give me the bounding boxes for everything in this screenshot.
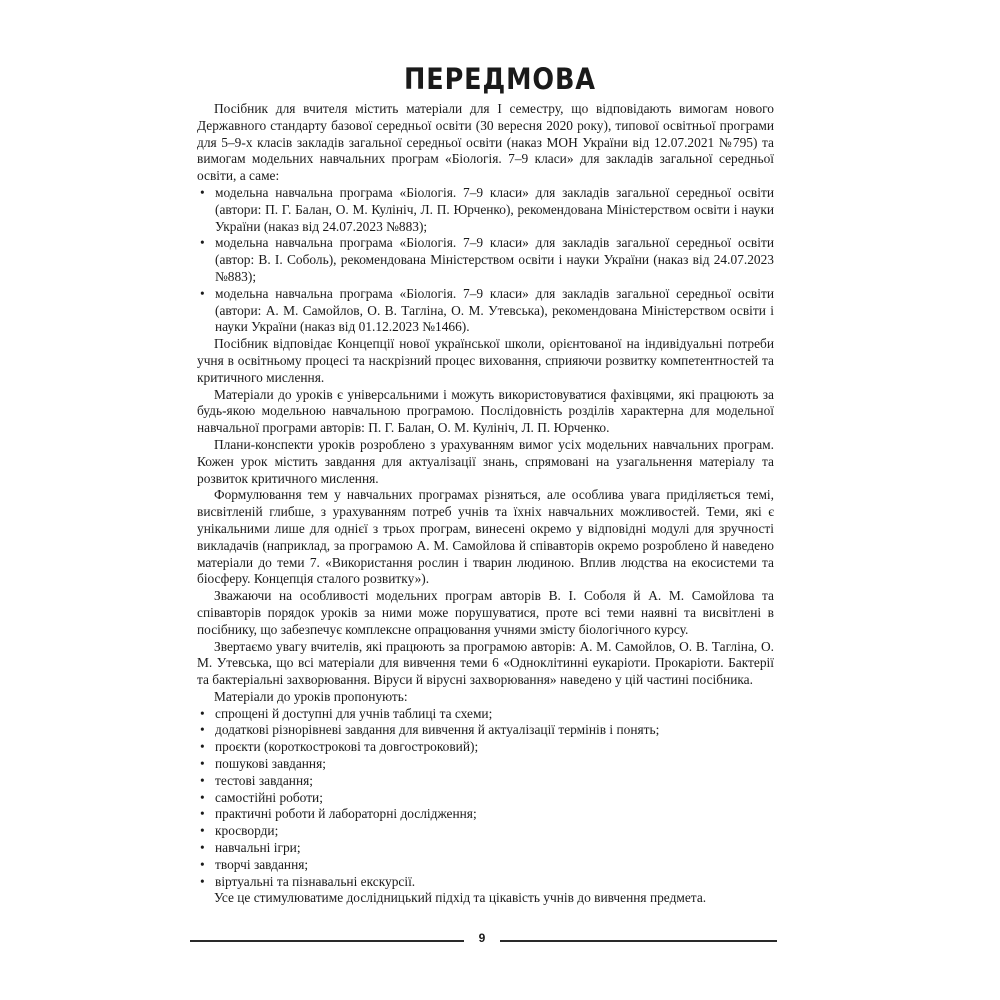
list-item-offer: • тестові завдання;	[197, 773, 774, 790]
paragraph-materials: Матеріали до уроків є універсальними і можуть використовуватися фахівцями, які працюють за будь-якою модельною навчальною програмою. Послідовність розділів характерна для модельної навчальної програми авторів: П. Г. Балан, О. М. Кулініч, Л. П. Юрченко.	[197, 386, 774, 436]
list-item-offer: • спрощені й доступні для учнів таблиці та схеми;	[197, 706, 774, 723]
paragraph-offers-intro: Матеріали до уроків пропонують:	[214, 688, 408, 704]
paragraph-conclusion: Усе це стимулюватиме дослідницький підхід та цікавість учнів до вивчення предмета.	[214, 890, 707, 906]
list-item-program: • модельна навчальна програма «Біологія. 7–9 класи» для закладів загальної середньої освіти (автори: А. М. Самойлов, О. В. Тагліна, О. М. Утевська), рекомендована Міністерством освіти і науки України (наказ від 01.12.2023 №1466).	[197, 286, 774, 336]
paragraph-concept: Посібник відповідає Концепції нової української школи, орієнтованої на індивідуальні потреби учня в освітньому процесі та наскрізний процес виховання, сприяючи розвитку компетентностей та критичного мислення.	[197, 336, 774, 385]
page-number: 9	[478, 931, 486, 945]
offers-list	[197, 706, 774, 891]
list-item-program: • модельна навчальна програма «Біологія. 7–9 класи» для закладів загальної середньої освіти (автори: П. Г. Балан, О. М. Кулініч, Л. П. Юрченко), рекомендована Міністерством освіти і науки України (наказ від 24.07.2023 №883);	[197, 185, 774, 235]
paragraph-intro: Посібник для вчителя містить матеріали для І семестру, що відповідають вимогам нового Державного стандарту базової середньої освіти (30 вересня 2020 року), типової освітньої програми для 5–9-х класів закладів загальної середньої освіти (наказ МОН України від 12.07.2021 №795) та вимогам модельних навчальних програм «Біологія. 7–9 класи» для закладів загальної середньої освіти, а саме:	[197, 101, 774, 184]
programs-list	[197, 185, 774, 336]
footer-divider-right	[500, 940, 777, 942]
list-item-offer: • проєкти (короткострокові та довгостроковий);	[197, 739, 774, 756]
list-item-offer: • кросворди;	[197, 823, 774, 840]
footer-divider-left	[190, 940, 464, 942]
list-item-offer: • самостійні роботи;	[197, 790, 774, 807]
list-item-offer: • віртуальні та пізнавальні екскурсії.	[197, 874, 774, 891]
list-item-offer: • додаткові різнорівневі завдання для вивчення й актуалізації термінів і понять;	[197, 722, 774, 739]
paragraph-topics: Формулювання тем у навчальних програмах різняться, але особлива увага приділяється темі, висвітленій глибше, з урахуванням потреб учнів та їхніх навчальних можливостей. Теми, які є унікальними лише для однієї з трьох програм, винесені окремо у відповідні модулі для зручності викладачів (наприклад, за програмою А. М. Самойлова й співавторів окремо розроблено й наведено матеріали до теми 7. «Використання рослин і тварин людиною. Вплив людства на екосистеми та біосферу. Концепція сталого розвитку»).	[197, 487, 774, 587]
page-title: ПЕРЕДМОВА	[404, 62, 596, 96]
body-text	[197, 101, 774, 907]
paragraph-attention: Звертаємо увагу вчителів, які працюють за програмою авторів: А. М. Самойлов, О. В. Тагліна, О. М. Утевська, що всі матеріали для вивчення теми 6 «Одноклітинні еукаріоти. Прокаріоти. Бактерії та бактеріальні захворювання. Віруси й вірусні захворювання» наведено у цій частині посібника.	[197, 638, 774, 688]
list-item-offer: • практичні роботи й лабораторні дослідження;	[197, 806, 774, 823]
paragraph-plans: Плани-конспекти уроків розроблено з урахуванням вимог усіх модельних навчальних програм. Кожен урок містить завдання для актуалізації знань, спрямовані на узагальнення матеріалу та розвиток критичного мислення.	[197, 436, 774, 486]
list-item-offer: • творчі завдання;	[197, 857, 774, 874]
list-item-offer: • пошукові завдання;	[197, 756, 774, 773]
list-item-offer: • навчальні ігри;	[197, 840, 774, 857]
paragraph-order: Зважаючи на особливості модельних програм авторів В. І. Соболя й А. М. Самойлова та співавторів порядок уроків за ними може порушуватися, проте всі теми наявні та висвітлені в посібнику, що забезпечує комплексне опрацювання учнями змісту біологічного курсу.	[197, 588, 774, 637]
list-item-program: • модельна навчальна програма «Біологія. 7–9 класи» для закладів загальної середньої освіти (автор: В. І. Соболь), рекомендована Міністерством освіти і науки України (наказ від 24.07.2023 №883);	[197, 235, 774, 285]
